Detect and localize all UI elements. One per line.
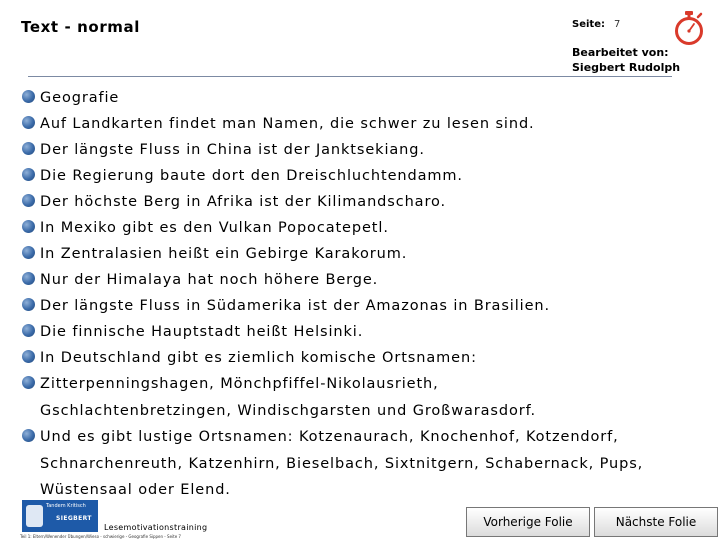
round-bullet-icon <box>22 168 35 181</box>
page-number: 7 <box>614 19 621 30</box>
list-item-text: Der höchste Berg in Afrika ist der Kilimandscharo. <box>40 194 447 210</box>
round-bullet-icon <box>22 220 35 233</box>
list-item-text: Und es gibt lustige Ortsnamen: Kotzenaurach, Knochenhof, Kotzendorf, Schnarchenreuth, Katzenhirn, Bieselbach, Sixtnitgern, Schabernack, Pups, Wüstensaal oder Elend. <box>40 429 644 498</box>
list-item-text: In Deutschland gibt es ziemlich komische Ortsnamen: <box>40 350 477 366</box>
edited-by-label: Bearbeitet von: <box>572 46 669 59</box>
previous-slide-button[interactable]: Vorherige Folie <box>466 507 590 537</box>
round-bullet-icon <box>22 376 35 389</box>
round-bullet-icon <box>22 429 35 442</box>
round-bullet-icon <box>22 194 35 207</box>
footer-source-line: Teil 1: Eltern/Wenender Übungen/Wieso - schwierige - Geografie Sippen - Seite 7 <box>20 534 181 539</box>
list-item-text: Die Regierung baute dort den Dreischluchtendamm. <box>40 168 463 184</box>
round-bullet-icon <box>22 246 35 259</box>
list-item-text: In Mexiko gibt es den Vulkan Popocatepetl. <box>40 220 389 236</box>
page-label: Seite: <box>572 19 605 30</box>
list-item-text: Nur der Himalaya hat noch höhere Berge. <box>40 272 379 288</box>
round-bullet-icon <box>22 116 35 129</box>
list-item-text: Auf Landkarten findet man Namen, die schwer zu lesen sind. <box>40 116 535 132</box>
list-item-text: Geografie <box>40 90 120 106</box>
footer-title: Lesemotivationstraining <box>104 523 208 532</box>
header-divider <box>28 76 672 77</box>
round-bullet-icon <box>22 90 35 103</box>
round-bullet-icon <box>22 272 35 285</box>
edited-by-name: Siegbert Rudolph <box>572 61 681 74</box>
next-slide-button[interactable]: Nächste Folie <box>594 507 718 537</box>
stopwatch-icon[interactable] <box>672 10 706 46</box>
publisher-logo <box>22 500 98 532</box>
list-item-text: In Zentralasien heißt ein Gebirge Karakorum. <box>40 246 408 262</box>
logo-bottom-text: SIEGBERT <box>56 515 92 522</box>
editor-credit <box>572 45 680 75</box>
logo-top-text: Tandem Kritisch <box>46 503 86 509</box>
round-bullet-icon <box>22 324 35 337</box>
list-item-text: Der längste Fluss in Südamerika ist der Amazonas in Brasilien. <box>40 298 551 314</box>
list-item-text: Die finnische Hauptstadt heißt Helsinki. <box>40 324 364 340</box>
list-item-text: Zitterpenningshagen, Mönchpfiffel-Nikolausrieth, Gschlachtenbretzingen, Windischgarsten und Großwarasdorf. <box>40 376 537 419</box>
logo-emblem-icon <box>26 505 43 527</box>
round-bullet-icon <box>22 298 35 311</box>
round-bullet-icon <box>22 142 35 155</box>
list-item-text: Der längste Fluss in China ist der Janktsekiang. <box>40 142 425 158</box>
page-title: Text - normal <box>21 18 141 36</box>
round-bullet-icon <box>22 350 35 363</box>
